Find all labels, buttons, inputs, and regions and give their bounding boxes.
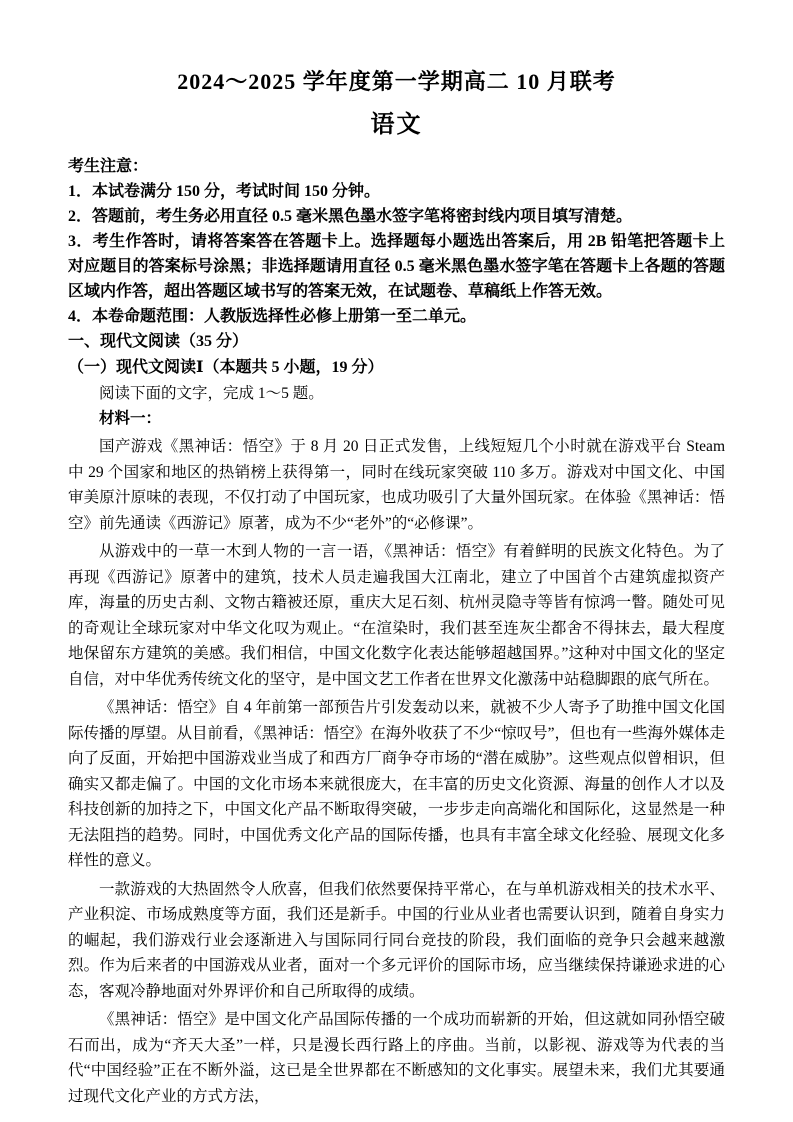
notice-heading: 考生注意： — [68, 158, 149, 175]
candidate-notice — [68, 154, 725, 329]
notice-item-4: 4．本卷命题范围：人教版选择性必修上册第一至二单元。 — [68, 308, 477, 325]
subsection-heading-reading1: （一）现代文阅读Ⅰ（本题共 5 小题，19 分） — [68, 359, 384, 376]
body-paragraph-5: 《黑神话：悟空》是中国文化产品国际传播的一个成功而崭新的开始，但这就如同孙悟空破石而出，成为“齐天大圣”一样，只是漫长西行路上的序曲。当前，以影视、游戏等为代表的当代“中国经验”正在不断外溢，这已是全世界都在不断感知的文化事实。展望未来，我们尤其要通过现代文化产业的方式方法， — [68, 1011, 725, 1105]
exam-title: 2024～2025 学年度第一学期高二 10 月联考 — [177, 69, 616, 94]
body-paragraph-2: 从游戏中的一草一木到人物的一言一语，《黑神话：悟空》有着鲜明的民族文化特色。为了再现《西游记》原著中的建筑，技术人员走遍我国大江南北，建立了中国首个古建筑虚拟资产库，海量的历史古刹、文物古籍被还原，重庆大足石刻、杭州灵隐寺等皆有惊鸿一瞥。随处可见的奇观让全球玩家对中华文化叹为观止。“在渲染时，我们甚至连灰尘都舍不得抹去，最大程度地保留东方建筑的美感。我们相信，中国文化数字化表达能够超越国界。”这种对中国文化的坚定自信，对中华优秀传统文化的坚守，是中国文艺工作者在世界文化激荡中站稳脚跟的底气所在。 — [68, 543, 725, 688]
section-heading-part1: 一、现代文阅读（35 分） — [68, 333, 249, 350]
body-paragraph-3: 《黑神话：悟空》自 4 年前第一部预告片引发轰动以来，就被不少人寄予了助推中国文化国际传播的厚望。从目前看，《黑神话：悟空》在海外收获了不少“惊叹号”，但也有一些海外媒体走向了反面，开始把中国游戏业当成了和西方厂商争夺市场的“潜在威胁”。这些观点似曾相识，但确实又都走偏了。中国的文化市场本来就很庞大，在丰富的历史文化资源、海量的创作人才以及科技创新的加持之下，中国文化产品不断取得突破，一步步走向高端化和国际化，这显然是一种无法阻挡的趋势。同时，中国优秀文化产品的国际传播，也具有丰富全球文化经验、展现文化多样性的意义。 — [68, 699, 726, 869]
material-one-text — [68, 434, 725, 1109]
body-paragraph-4: 一款游戏的大热固然令人欣喜，但我们依然要保持平常心，在与单机游戏相关的技术水平、产业积淀、市场成熟度等方面，我们还是新手。中国的行业从业者也需要认识到，随着自身实力的崛起，我们游戏行业会逐渐进入与国际同行同台竞技的阶段，我们面临的竞争只会越来越激烈。作为后来者的中国游戏从业者，面对一个多元评价的国际市场，应当继续保持谦逊求进的心态，客观冷静地面对外界评价和自己所取得的成绩。 — [68, 880, 725, 1000]
material-one-label: 材料一： — [99, 410, 162, 427]
body-paragraph-1: 国产游戏《黑神话：悟空》于 8 月 20 日正式发售，上线短短几个小时就在游戏平台 Steam 中 29 个国家和地区的热销榜上获得第一，同时在线玩家突破 110 多万。游戏对中国文化、中国审美原汁原味的表现，不仅打动了中国玩家，也成功吸引了大量外国玩家。在体验《黑神话：悟空》前先通读《西游记》原著，成为不少“老外”的“必修课”。 — [68, 438, 725, 532]
notice-item-3: 3．考生作答时，请将答案答在答题卡上。选择题每小题选出答案后，用 2B 铅笔把答题卡上对应题目的答案标号涂黑；非选择题请用直径 0.5 毫米黑色墨水签字笔在答题卡上各题的答题区域内作答，超出答题区域书写的答案无效，在试题卷、草稿纸上作答无效。 — [68, 233, 725, 300]
notice-item-1: 1．本试卷满分 150 分，考试时间 150 分钟。 — [68, 183, 381, 200]
notice-item-2: 2．答题前，考生务必用直径 0.5 毫米黑色墨水签字笔将密封线内项目填写清楚。 — [68, 208, 633, 225]
reading-instruction: 阅读下面的文字，完成 1～5 题。 — [99, 385, 324, 402]
subject-title: 语文 — [370, 112, 423, 138]
